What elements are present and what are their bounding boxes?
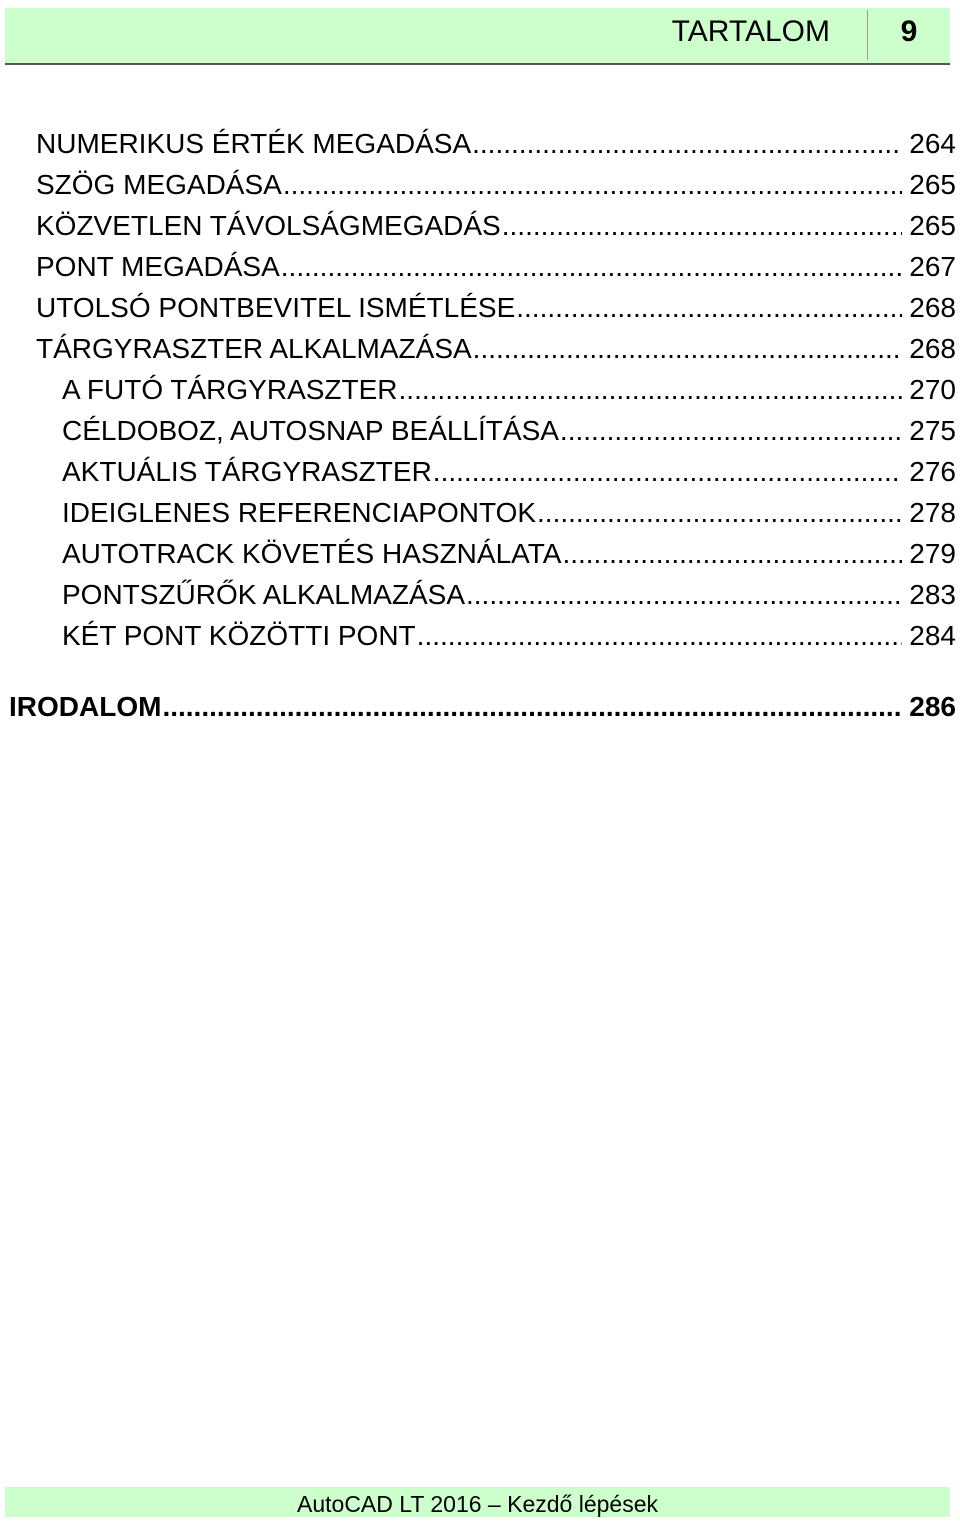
toc-entry-label: IDEIGLENES REFERENCIAPONTOK [62, 497, 537, 528]
toc-entry[interactable] [62, 451, 956, 492]
toc-leader [516, 287, 902, 328]
toc-entry-label: CÉLDOBOZ, AUTOSNAP BEÁLLÍTÁSA [62, 415, 559, 446]
toc-chapter-label: IRODALOM [9, 691, 162, 722]
toc-entry-label: AKTUÁLIS TÁRGYRASZTER [62, 456, 432, 487]
toc-leader [562, 533, 902, 574]
toc-leader [433, 451, 902, 492]
toc-leader [162, 686, 902, 727]
toc-entry[interactable] [62, 574, 956, 615]
footer-text: AutoCAD LT 2016 – Kezdő lépések [297, 1491, 658, 1517]
toc-leader [399, 369, 903, 410]
toc-entry[interactable] [36, 287, 956, 328]
toc-leader [283, 164, 902, 205]
toc-entry-page: 279 [909, 538, 956, 569]
toc-entry-label: NUMERIKUS ÉRTÉK MEGADÁSA [36, 128, 472, 159]
toc-entry-page: 268 [909, 333, 956, 364]
toc-entry[interactable] [62, 533, 956, 574]
header-page-number: 9 [900, 15, 918, 48]
toc-entry[interactable] [36, 205, 956, 246]
toc-entry[interactable] [62, 369, 956, 410]
toc-entry[interactable] [36, 328, 956, 369]
toc-entry-page: 267 [909, 251, 956, 282]
toc-leader [560, 410, 902, 451]
toc-entry-label: KÉT PONT KÖZÖTTI PONT [62, 620, 416, 651]
toc-leader [472, 123, 902, 164]
toc-entry-label: TÁRGYRASZTER ALKALMAZÁSA [36, 333, 472, 364]
toc-leader [281, 246, 903, 287]
page-footer [5, 1487, 950, 1517]
toc-entry[interactable] [36, 246, 956, 287]
toc-entry-page: 275 [909, 415, 956, 446]
toc-entry-page: 283 [909, 579, 956, 610]
toc-chapter-entry[interactable] [9, 686, 956, 727]
toc-leader [473, 328, 903, 369]
toc-entry-page: 276 [909, 456, 956, 487]
toc-leader [466, 574, 902, 615]
toc-entry-page: 278 [909, 497, 956, 528]
toc-entry-label: SZÖG MEGADÁSA [36, 169, 282, 200]
toc-leader [417, 615, 903, 656]
toc-entry-page: 270 [909, 374, 956, 405]
toc-entry-label: PONT MEGADÁSA [36, 251, 280, 282]
toc-leader [537, 492, 902, 533]
toc-entry[interactable] [36, 123, 956, 164]
toc-entry-label: UTOLSÓ PONTBEVITEL ISMÉTLÉSE [36, 292, 516, 323]
toc-entry-label: A FUTÓ TÁRGYRASZTER [62, 374, 398, 405]
toc-entry-page: 265 [909, 210, 956, 241]
toc-chapter-page: 286 [909, 691, 956, 722]
toc-entry-label: PONTSZŰRŐK ALKALMAZÁSA [62, 579, 465, 610]
toc-entry[interactable] [62, 492, 956, 533]
toc-entry[interactable] [36, 164, 956, 205]
header-title: TARTALOM [671, 15, 830, 48]
toc-entry-page: 265 [909, 169, 956, 200]
toc-leader [502, 205, 903, 246]
toc-entry-page: 264 [909, 128, 956, 159]
toc-entry-label: KÖZVETLEN TÁVOLSÁGMEGADÁS [36, 210, 501, 241]
toc-entry[interactable] [62, 410, 956, 451]
toc-entry-label: AUTOTRACK KÖVETÉS HASZNÁLATA [62, 538, 562, 569]
toc-entry[interactable] [62, 615, 956, 656]
page-header [5, 8, 950, 65]
toc-entry-page: 284 [909, 620, 956, 651]
toc-entry-page: 268 [909, 292, 956, 323]
